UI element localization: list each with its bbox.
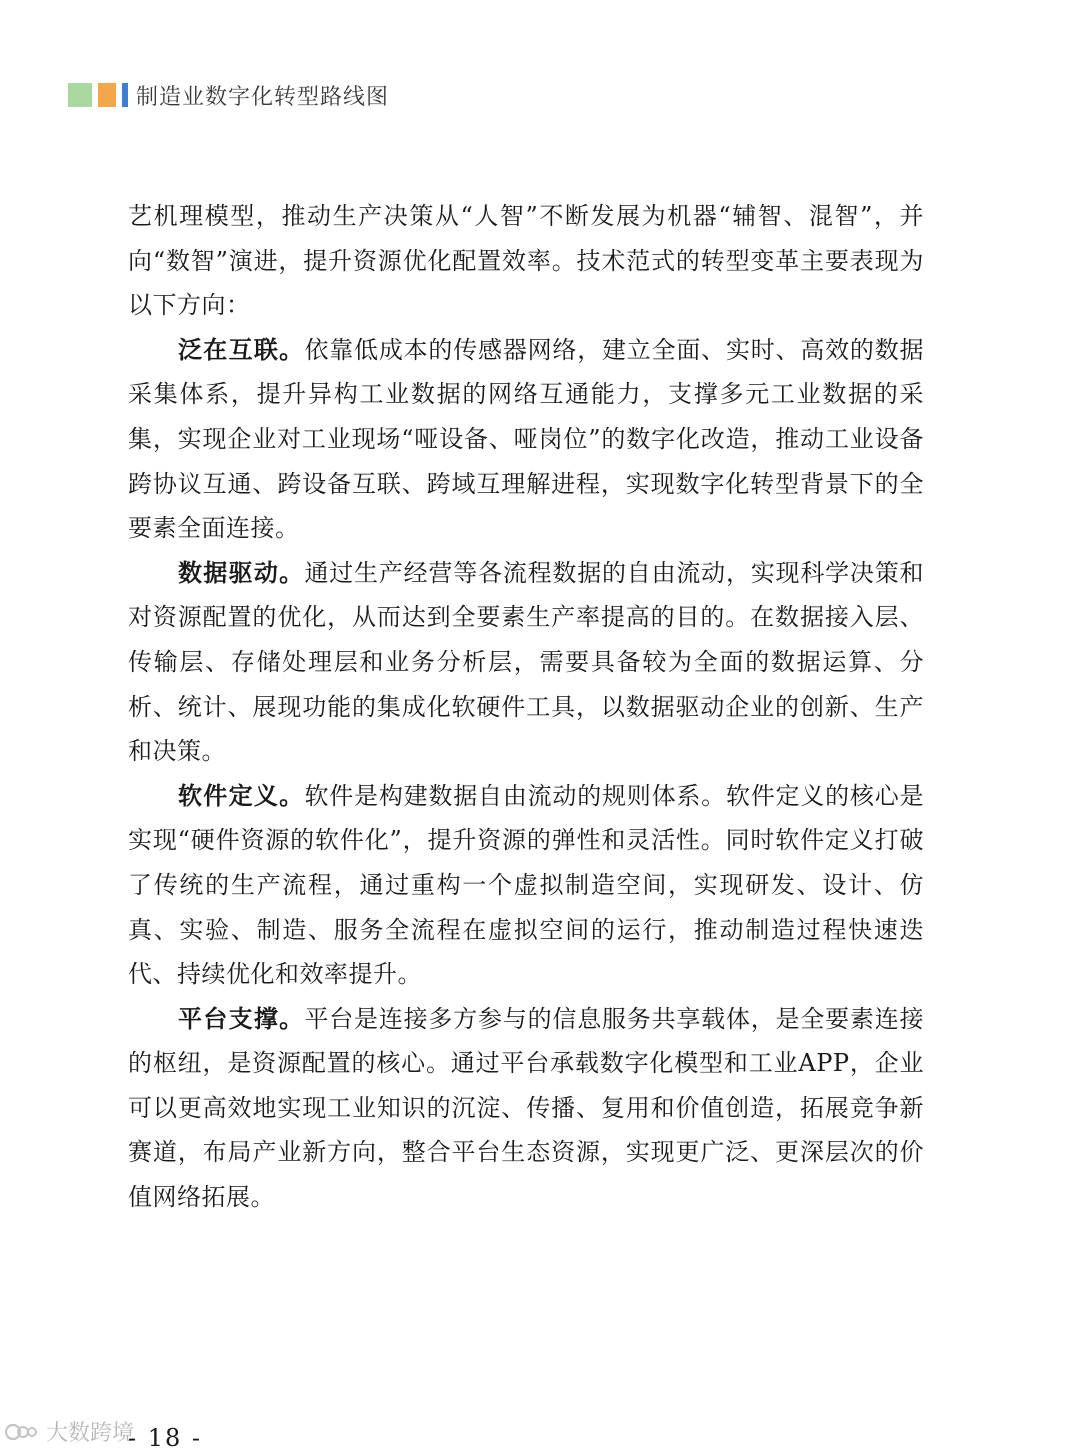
paragraph-text: 艺机理模型，推动生产决策从“人智”不断发展为机器“辅智、混智”，并向“数智”演进，提升资源优化配置效率。技术范式的转型变革主要表现为以下方向：	[128, 202, 924, 320]
blue-bar-decoration	[122, 83, 128, 107]
orange-square-decoration	[98, 83, 116, 107]
paragraph-text: 软件是构建数据自由流动的规则体系。软件定义的核心是实现“硬件资源的软件化”，提升资源的弹性和灵活性。同时软件定义打破了传统的生产流程，通过重构一个虚拟制造空间，实现研发、设计、仿真、实验、制造、服务全流程在虚拟空间的运行，推动制造过程快速迭代、持续优化和效率提升。	[128, 781, 925, 989]
paragraph-heading: 数据驱动。	[178, 558, 305, 587]
page-number: - 18 -	[128, 1424, 203, 1452]
paragraph-heading: 泛在互联。	[178, 335, 305, 364]
paragraph-text: 通过生产经营等各流程数据的自由流动，实现科学决策和对资源配置的优化，从而达到全要素生产率提高的目的。在数据接入层、传输层、存储处理层和业务分析层，需要具备较为全面的数据运算、分析、统计、展现功能的集成化软硬件工具，以数据驱动企业的创新、生产和决策。	[128, 558, 925, 766]
paragraph-heading: 平台支撑。	[178, 1004, 305, 1033]
page-footer	[0, 1410, 1080, 1453]
paragraph-text: 平台是连接多方参与的信息服务共享载体，是全要素连接的枢纽，是资源配置的核心。通过平台承载数字化模型和工业APP，企业可以更高效地实现工业知识的沉淀、传播、复用和价值创造，拓展竞争新赛道，布局产业新方向，整合平台生态资源，实现更广泛、更深层次的价值网络拓展。	[128, 1004, 925, 1212]
paragraph-platform-support	[128, 997, 924, 1220]
running-header-title: 制造业数字化转型路线图	[136, 84, 390, 110]
paragraph-ubiquitous-interconnection	[128, 328, 924, 551]
paragraph-text: 依靠低成本的传感器网络，建立全面、实时、高效的数据采集体系，提升异构工业数据的网络互通能力，支撑多元工业数据的采集，实现企业对工业现场“哑设备、哑岗位”的数字化改造，推动工业设备跨协议互通、跨设备互联、跨域互理解进程，实现数字化转型背景下的全要素全面连接。	[128, 335, 925, 543]
page-header	[68, 82, 389, 108]
green-square-decoration	[68, 83, 92, 107]
watermark	[4, 1416, 134, 1447]
paragraph-intro	[128, 194, 924, 328]
paragraph-software-defined	[128, 774, 924, 997]
paragraph-heading: 软件定义。	[178, 781, 305, 810]
body-text	[128, 194, 924, 1220]
watermark-logo-icon	[4, 1419, 40, 1445]
watermark-text: 大数跨境	[46, 1421, 135, 1446]
paragraph-data-driven	[128, 551, 924, 774]
